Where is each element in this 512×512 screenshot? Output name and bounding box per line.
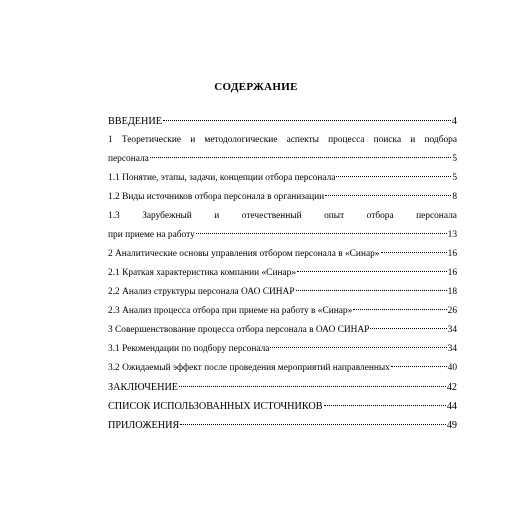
toc-word: Зарубежный	[142, 211, 192, 221]
dot-leader	[296, 290, 447, 291]
dot-leader	[391, 366, 447, 367]
toc-entry-page: 4	[451, 116, 457, 127]
toc-word: отечественный	[241, 211, 302, 221]
toc-entry-page: 8	[452, 192, 457, 202]
toc-entry-2-3	[108, 302, 457, 321]
toc-entry-label: 3.2 Ожидаемый эффект после проведения мероприятий направленных	[108, 363, 390, 373]
toc-entry-chapter-3	[108, 321, 457, 340]
toc-entry-label: 3 Совершенствование процесса отбора персонала в ОАО СИНАР	[108, 325, 370, 335]
dot-leader	[196, 233, 447, 234]
toc-entry-label: 1.1 Понятие, этапы, задачи, концепции отбора персонала	[108, 173, 336, 183]
toc-entry-page: 34	[447, 344, 457, 354]
toc-entry-1-1	[108, 169, 457, 188]
toc-entry-1-3	[108, 226, 457, 245]
toc-entry-page: 34	[447, 325, 457, 335]
toc-entry-label: 2.1 Краткая характеристика компании «Синар»	[108, 268, 297, 278]
toc-entry-page: 13	[447, 230, 457, 240]
toc-entry-label: 1.2 Виды источников отбора персонала в организации	[108, 192, 325, 202]
toc-entry-label: 2.3 Анализ процесса отбора при приеме на работу в «Синар»	[108, 306, 353, 316]
toc-entry-label: 2.2 Анализ структуры персонала ОАО СИНАР	[108, 287, 295, 297]
toc-entry-2-1	[108, 264, 457, 283]
dot-leader	[325, 195, 451, 196]
toc-entry-2-2	[108, 283, 457, 302]
dot-leader	[324, 405, 446, 406]
toc-entry-references	[108, 397, 457, 416]
toc-entry-3-2	[108, 359, 457, 378]
toc-entry-page: 40	[447, 363, 457, 373]
dot-leader	[270, 347, 446, 348]
toc-entry-page: 42	[446, 382, 457, 393]
dot-leader	[179, 386, 446, 387]
dot-leader	[381, 252, 447, 253]
toc-entry-3-1	[108, 340, 457, 359]
toc-entry-label: ПРИЛОЖЕНИЯ	[108, 420, 180, 431]
dot-leader	[370, 328, 446, 329]
toc-entry-label: ЗАКЛЮЧЕНИЕ	[108, 382, 179, 393]
dot-leader	[336, 176, 451, 177]
toc-entry-page: 5	[452, 173, 457, 183]
toc-entry-label: СПИСОК ИСПОЛЬЗОВАННЫХ ИСТОЧНИКОВ	[108, 401, 323, 412]
toc-entry-page: 44	[446, 401, 457, 412]
toc-entry-page: 5	[452, 154, 457, 164]
toc-entry-label: ВВЕДЕНИЕ	[108, 116, 162, 127]
toc-entry-intro	[108, 112, 457, 131]
toc-entry-label: 3.1 Рекомендации по подбору персонала	[108, 344, 270, 354]
dot-leader	[163, 120, 451, 121]
toc-word: 1.3	[108, 211, 120, 221]
toc-entry-page: 16	[447, 249, 457, 259]
toc-entry-conclusion	[108, 378, 457, 397]
toc-entry-line: 1 Теоретические и методологические аспекты процесса поиска и подбора	[108, 135, 457, 145]
toc-entry-appendices	[108, 416, 457, 435]
table-of-contents	[108, 112, 457, 435]
dot-leader	[297, 271, 447, 272]
toc-entry-1-2	[108, 188, 457, 207]
dot-leader	[150, 157, 451, 158]
toc-entry-line	[108, 207, 457, 226]
toc-entry-label: персонала	[108, 154, 149, 164]
toc-word: персонала	[416, 211, 457, 221]
toc-entry-page: 26	[447, 306, 457, 316]
dot-leader	[353, 309, 446, 310]
toc-word: и	[214, 211, 220, 221]
toc-word: отбора	[366, 211, 394, 221]
page-title: СОДЕРЖАНИЕ	[214, 81, 298, 93]
toc-word: опыт	[324, 211, 345, 221]
dot-leader	[180, 424, 446, 425]
toc-entry-label: при приеме на работу	[108, 230, 195, 240]
toc-entry-chapter-2	[108, 245, 457, 264]
toc-entry-chapter-1	[108, 150, 457, 169]
toc-entry-page: 49	[446, 420, 457, 431]
toc-entry-label: 2 Аналитические основы управления отбором персонала в «Синар»	[108, 249, 380, 259]
toc-entry-page: 16	[447, 268, 457, 278]
toc-entry-page: 18	[447, 287, 457, 297]
